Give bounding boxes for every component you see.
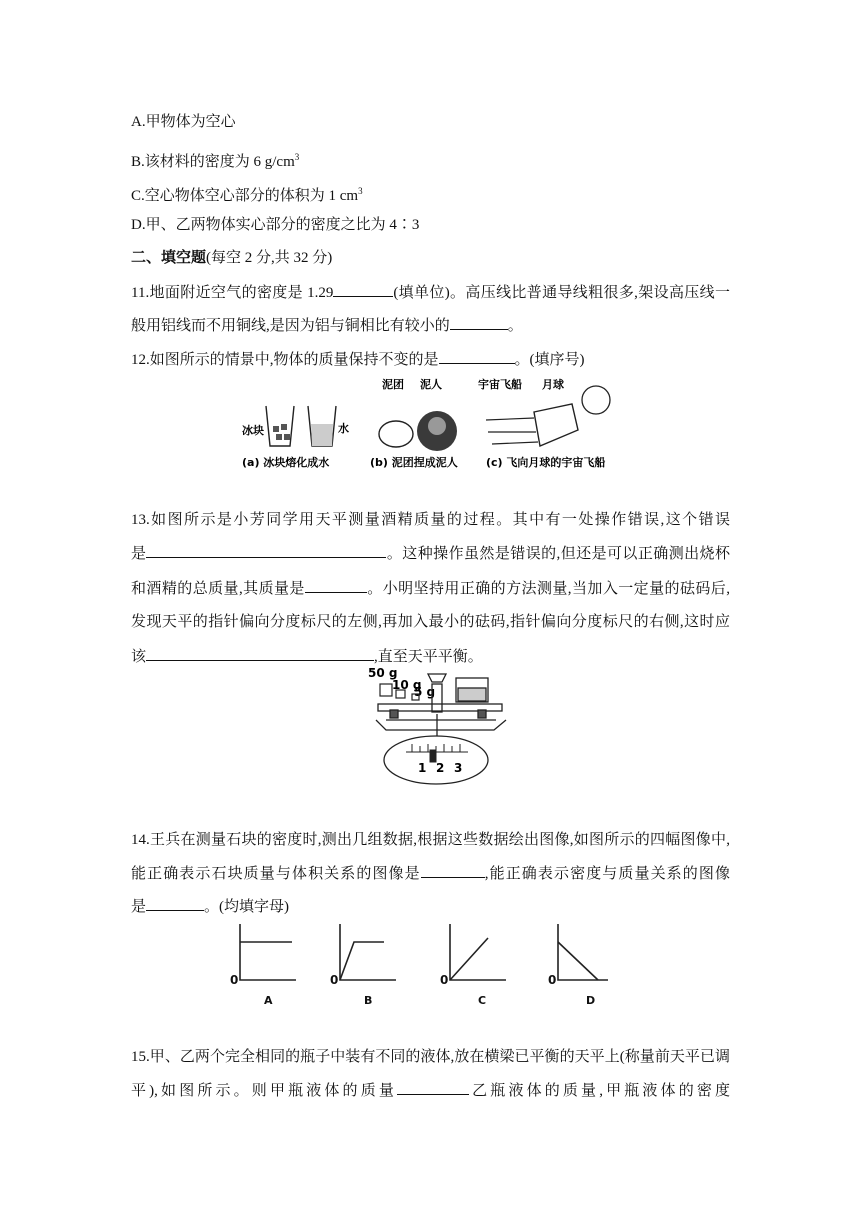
q14-text-b: ,能正确表示密度与质量关系的图像 (484, 866, 730, 882)
q14-blank2[interactable] (146, 896, 204, 911)
graph-b (330, 924, 396, 1007)
q14-blank1[interactable] (421, 863, 485, 878)
moon-icon (582, 386, 610, 414)
q11-text-a: 11.地面附近空气的密度是 1.29 (131, 285, 334, 301)
q14-text-c: 是 (131, 899, 147, 915)
graph-a-label: A (264, 994, 273, 1007)
q13-text-b: 。这种操作虽然是错误的,但还是可以正确测出烧杯 (386, 546, 730, 562)
water-label: 水 (338, 422, 349, 435)
q11-text-c: 般用铝线而不用铜线,是因为铝与铜相比有较小的 (131, 318, 450, 334)
clay-label: 泥团 (382, 378, 404, 391)
q11-text-b: (填单位)。高压线比普通导线粗很多,架设高压线一 (393, 285, 730, 301)
graph-d-label: D (586, 994, 596, 1007)
graph-c-origin: 0 (440, 973, 449, 987)
graph-a-origin: 0 (230, 973, 239, 987)
graph-b-origin: 0 (330, 973, 339, 987)
section-heading (131, 248, 332, 268)
scale-2: 2 (436, 761, 445, 775)
option-b (131, 147, 299, 172)
ice-label: 冰块 (242, 424, 264, 437)
clayman-label: 泥人 (420, 378, 442, 391)
scale-3: 3 (454, 761, 463, 775)
balance-figure (366, 664, 516, 788)
q13-line1: 13.如图所示是小芳同学用天平测量酒精质量的过程。其中有一处操作错误,这个错误 (131, 512, 730, 528)
q14-line1: 14.王兵在测量石块的密度时,测出几组数据,根据这些数据绘出图像,如图所示的四幅图像中, (131, 832, 730, 848)
scale-detail-icon (406, 744, 468, 762)
q13-blank3[interactable] (146, 646, 374, 661)
q12-text-b: 。(填序号) (514, 352, 585, 368)
spaceship-icon (486, 404, 578, 446)
section-title: 二、填空题 (131, 250, 207, 266)
option-d: D.甲、乙两物体实心部分的密度之比为 4∶3 (131, 217, 420, 233)
clay-lump-icon (379, 421, 413, 447)
weight-10g-label: 10 g (392, 678, 422, 692)
q13-text-d: 。小明坚持用正确的方法测量,当加入一定量的砝码后, (366, 581, 730, 597)
q14-text-d: 。(均填字母) (204, 899, 290, 915)
q15-text-a: 平),如图所示。则甲瓶液体的质量 (131, 1083, 397, 1099)
water-glass-icon (308, 406, 336, 446)
weight-50g-label: 50 g (368, 666, 398, 680)
q13-line2 (131, 543, 730, 564)
q15-blank1[interactable] (397, 1080, 469, 1095)
option-c-sup: 3 (358, 186, 363, 196)
option-b-sup: 3 (294, 152, 300, 162)
graph-c (440, 924, 506, 1007)
option-a: A.甲物体为空心 (131, 114, 236, 130)
q11-line2 (131, 315, 523, 336)
option-c (131, 181, 363, 206)
q11-blank1[interactable] (333, 282, 393, 297)
q13-text-a: 是 (131, 546, 147, 562)
graph-d (548, 924, 608, 1007)
q14-graphs (228, 918, 608, 1010)
section-note: (每空 2 分,共 32 分) (206, 250, 333, 266)
q13-text-c: 和酒精的总质量,其质量是 (131, 581, 305, 597)
q12-blank[interactable] (439, 349, 515, 364)
q15-line2 (131, 1080, 730, 1101)
graph-c-label: C (478, 994, 487, 1007)
q11-line1 (131, 282, 730, 303)
q13-text-e: 该 (131, 649, 147, 665)
q14-line3 (131, 896, 289, 917)
weight-5g-label: 5 g (414, 685, 436, 699)
caption-a: (a) 冰块熔化成水 (242, 456, 330, 469)
graph-b-label: B (364, 994, 373, 1007)
graph-d-origin: 0 (548, 973, 557, 987)
moon-label: 月球 (542, 378, 564, 391)
q11-blank2[interactable] (450, 315, 508, 330)
q12-text-a: 12.如图所示的情景中,物体的质量保持不变的是 (131, 352, 439, 368)
q13-line4: 发现天平的指针偏向分度标尺的左侧,再加入最小的砝码,指针偏向分度标尺的右侧,这时应 (131, 614, 730, 630)
option-c-text: C.空心物体空心部分的体积为 1 cm (131, 188, 359, 204)
q12-line1 (131, 349, 585, 370)
caption-c: (c) 飞向月球的宇宙飞船 (486, 456, 606, 469)
q15-text-b: 乙瓶液体的质量,甲瓶液体的密度 (469, 1083, 730, 1099)
q13-blank2[interactable] (305, 578, 367, 593)
q14-text-a: 能正确表示石块质量与体积关系的图像是 (131, 866, 421, 882)
caption-b: (b) 泥团捏成泥人 (370, 456, 458, 469)
option-b-text: B.该材料的密度为 6 g/cm (131, 154, 295, 170)
q13-text-f: ,直至天平平衡。 (374, 649, 483, 665)
graph-a (230, 924, 296, 1007)
ice-glass-icon (266, 406, 294, 446)
q14-line2 (131, 863, 730, 884)
q15-line1: 15.甲、乙两个完全相同的瓶子中装有不同的液体,放在横梁已平衡的天平上(称量前天平已调 (131, 1049, 730, 1065)
ship-label: 宇宙飞船 (478, 378, 522, 391)
q11-text-d: 。 (507, 318, 523, 334)
q12-figure (236, 376, 636, 472)
q13-line3 (131, 578, 730, 599)
scale-1: 1 (418, 761, 427, 775)
q13-blank1[interactable] (146, 543, 386, 558)
